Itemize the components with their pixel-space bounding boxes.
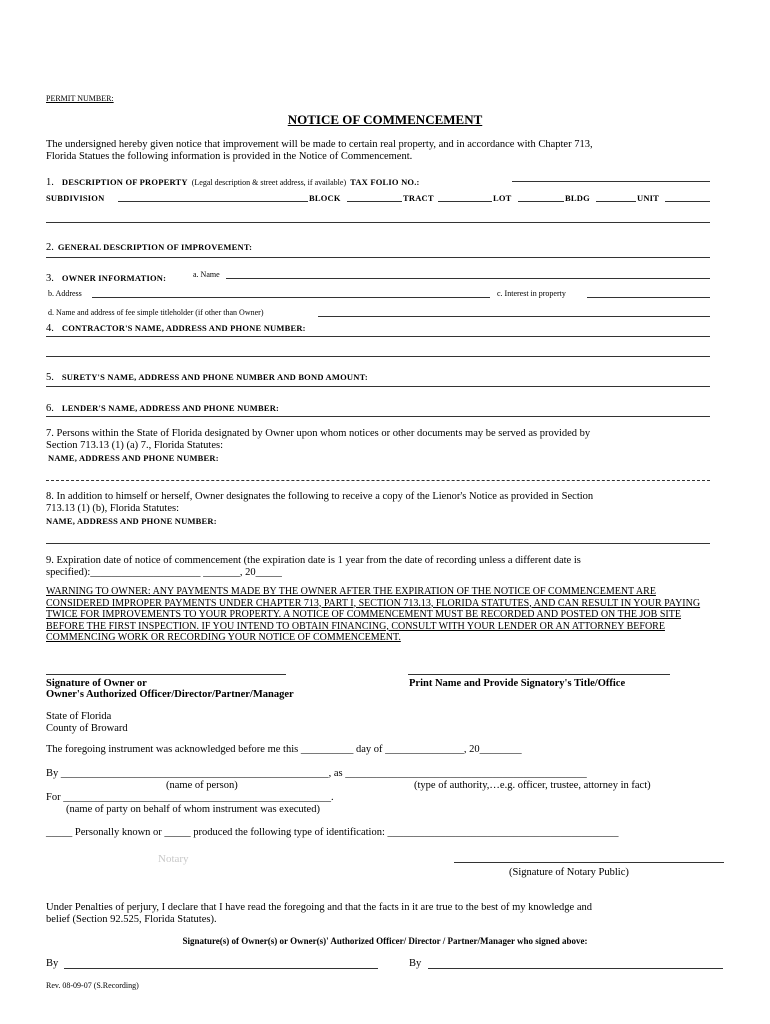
- owner-signature-1-field[interactable]: [64, 968, 378, 969]
- type-of-authority-caption: (type of authority,…e.g. officer, trustee, attorney in fact): [414, 780, 651, 791]
- party-caption: (name of party on behalf of whom instrument was executed): [66, 804, 320, 815]
- lot-field[interactable]: [518, 201, 564, 202]
- state-label: State of Florida: [46, 711, 112, 722]
- notary-stamp-placeholder: Notary: [158, 853, 189, 865]
- lender-line[interactable]: [46, 416, 710, 417]
- notary-signature-caption: (Signature of Notary Public): [509, 867, 629, 878]
- titleholder-label: d. Name and address of fee simple titleholder (if other than Owner): [48, 308, 264, 317]
- county-label: County of Broward: [46, 723, 128, 734]
- by-as-line: By ___________________________________________________, as ______________________________________________: [46, 768, 587, 779]
- page-title: NOTICE OF COMMENCEMENT: [287, 112, 483, 127]
- name-of-person-caption: (name of person): [166, 780, 238, 791]
- subdivision-field[interactable]: [118, 201, 308, 202]
- section-8-text-1: 8. In addition to himself or herself, Owner designates the following to receive a copy of the Lienor's Notice as provided in Section: [46, 491, 594, 502]
- intro-line-2: Florida Statues the following information is provided in the Notice of Commencement.: [46, 151, 413, 162]
- block-field[interactable]: [347, 201, 402, 202]
- by-label-1: By: [46, 958, 59, 969]
- section-3-heading: 3. OWNER INFORMATION:: [46, 273, 167, 284]
- perjury-text-1: Under Penalties of perjury, I declare that I have read the foregoing and that the facts in it are true to the best of my knowledge and: [46, 902, 592, 913]
- section-2-heading: 2. GENERAL DESCRIPTION OF IMPROVEMENT:: [46, 242, 253, 253]
- owner-address-field[interactable]: [92, 297, 490, 298]
- owner-name-label: a. Name: [193, 270, 220, 279]
- acknowledgment-line: The foregoing instrument was acknowledged before me this __________ day of _______________, 20________: [46, 744, 522, 755]
- subdivision-label: SUBDIVISION: [46, 193, 105, 203]
- warning-to-owner: WARNING TO OWNER: ANY PAYMENTS MADE BY THE OWNER AFTER THE EXPIRATION OF THE NOTICE OF COMMENCEMENT ARE CONSIDERED IMPROPER PAYMENTS UNDER CHAPTER 713, PART I, SECTION 713.13, FLORIDA STATUTES, AND CAN RESULT IN YOUR PAYING TWICE FOR IMPROVEMENTS TO YOUR PROPERTY. A NOTICE OF COMMENCEMENT MUST BE RECORDED AND POSTED ON THE JOB SITE BEFORE THE FIRST INSPECTION. IF YOU INTEND TO OBTAIN FINANCING, CONSULT WITH YOUR LENDER OR AN ATTORNEY BEFORE COMMENCING WORK OR RECORDING YOUR NOTICE OF COMMENCEMENT.: [46, 586, 701, 643]
- for-line: For ___________________________________________________.: [46, 792, 334, 803]
- section-7-text-2: Section 713.13 (1) (a) 7., Florida Statutes:: [46, 440, 224, 451]
- interest-field[interactable]: [587, 297, 710, 298]
- owner-signature-2-field[interactable]: [428, 968, 723, 969]
- section-8-text-2: 713.13 (1) (b), Florida Statutes:: [46, 503, 179, 514]
- contractor-line-1[interactable]: [46, 336, 710, 337]
- tract-label: TRACT: [403, 193, 434, 203]
- surety-line[interactable]: [46, 386, 710, 387]
- print-name-label: Print Name and Provide Signatory's Title/Office: [409, 678, 626, 689]
- bldg-label: BLDG: [565, 193, 590, 203]
- section-7-text-1: 7. Persons within the State of Florida designated by Owner upon whom notices or other documents may be served as provided by: [46, 428, 591, 439]
- section-1-heading: 1. DESCRIPTION OF PROPERTY (Legal description & street address, if available) TAX FOLIO NO.:: [46, 177, 420, 188]
- intro-line-1: The undersigned hereby given notice that improvement will be made to certain real property, and in accordance with Chapter 713,: [46, 139, 593, 150]
- section-9-text-2: specified):_____________________ _______, 20_____: [46, 567, 282, 578]
- perjury-text-2: belief (Section 92.525, Florida Statutes).: [46, 914, 217, 925]
- identification-line: _____ Personally known or _____ produced the following type of identification: ____________________________________________: [46, 827, 619, 838]
- signature-owner-label-1: Signature of Owner or: [46, 678, 147, 689]
- owner-address-label: b. Address: [48, 289, 82, 298]
- improvement-description-line[interactable]: [46, 257, 710, 258]
- titleholder-field[interactable]: [318, 316, 710, 317]
- section-9-text-1: 9. Expiration date of notice of commencement (the expiration date is 1 year from the date of recording unless a different date is: [46, 555, 581, 566]
- revision-label: Rev. 08-09-07 (S.Recording): [46, 981, 139, 990]
- section-6-heading: 6. LENDER'S NAME, ADDRESS AND PHONE NUMBER:: [46, 403, 280, 414]
- unit-label: UNIT: [637, 193, 660, 203]
- property-description-line[interactable]: [46, 222, 710, 223]
- designee-line[interactable]: [46, 480, 710, 481]
- section-5-heading: 5. SURETY'S NAME, ADDRESS AND PHONE NUMBER AND BOND AMOUNT:: [46, 372, 368, 383]
- signature-owner-label-2: Owner's Authorized Officer/Director/Partner/Manager: [46, 689, 294, 700]
- tax-folio-field[interactable]: [512, 181, 710, 182]
- contractor-line-2[interactable]: [46, 356, 710, 357]
- lienor-notice-line[interactable]: [46, 543, 710, 544]
- owner-signature-field[interactable]: [46, 674, 286, 675]
- notary-signature-field[interactable]: [454, 862, 724, 863]
- block-label: BLOCK: [309, 193, 341, 203]
- unit-field[interactable]: [665, 201, 710, 202]
- owner-name-field[interactable]: [226, 278, 710, 279]
- section-7-label: NAME, ADDRESS AND PHONE NUMBER:: [48, 453, 219, 463]
- print-name-field[interactable]: [408, 674, 670, 675]
- signatures-above-heading: Signature(s) of Owner(s) or Owner(s)' Authorized Officer/ Director / Partner/Manager who signed above:: [182, 936, 588, 946]
- lot-label: LOT: [493, 193, 512, 203]
- by-label-2: By: [409, 958, 422, 969]
- section-4-heading: 4. CONTRACTOR'S NAME, ADDRESS AND PHONE NUMBER:: [46, 323, 306, 334]
- bldg-field[interactable]: [596, 201, 636, 202]
- section-8-label: NAME, ADDRESS AND PHONE NUMBER:: [46, 516, 217, 526]
- permit-number-label: PERMIT NUMBER:: [46, 94, 114, 103]
- tract-field[interactable]: [438, 201, 492, 202]
- interest-label: c. Interest in property: [497, 289, 566, 298]
